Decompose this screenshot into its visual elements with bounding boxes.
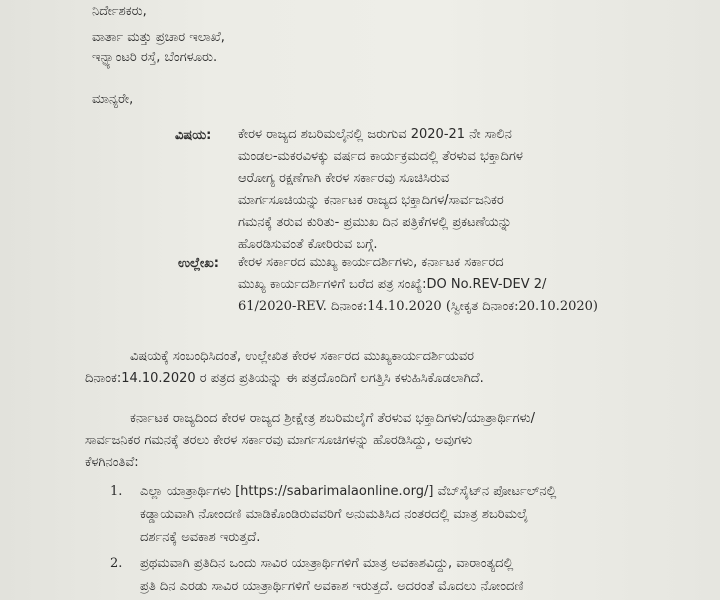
list-item-line: ಪ್ರತಿ ದಿನ ಎರಡು ಸಾವಿರ ಯಾತ್ರಾರ್ಥಿಗಳಿಗೆ ಅವಕಾಶ ಇರುತ್ತದೆ. ಅದರಂತೆ ಮೊದಲು ನೋಂದಣಿ [140, 579, 524, 594]
subject-label: ವಿಷಯ: [175, 128, 212, 143]
reference-line: 61/2020-REV. ದಿನಾಂಕ:14.10.2020 (ಸ್ವೀಕೃತ ದಿನಾಂಕ:20.10.2020) [238, 299, 598, 314]
paragraph-line: ವಿಷಯಕ್ಕೆ ಸಂಬಂಧಿಸಿದಂತೆ, ಉಲ್ಲೇಖಿತ ಕೇರಳ ಸರ್ಕಾರದ ಮುಖ್ಯಕಾರ್ಯದರ್ಶಿಯವರ [130, 349, 475, 364]
subject-line: ಕೇರಳ ರಾಜ್ಯದ ಶಬರಿಮಲೈನಲ್ಲಿ ಜರುಗುವ 2020-21 ನೇ ಸಾಲಿನ [238, 127, 512, 142]
list-item-number: 1. [110, 484, 123, 499]
reference-line: ಮುಖ್ಯ ಕಾರ್ಯದರ್ಶಿಗಳಿಗೆ ಬರೆದ ಪತ್ರ ಸಂಖ್ಯೆ:DO No.REV-DEV 2/ [238, 277, 547, 292]
list-item-line: ಕಡ್ಡಾಯವಾಗಿ ನೋಂದಣಿ ಮಾಡಿಕೊಂಡಿರುವವರಿಗೆ ಅನುಮತಿಸಿದ ನಂತರದಲ್ಲಿ ಮಾತ್ರ ಶಬರಿಮಲೈ [140, 507, 529, 522]
list-item [110, 552, 524, 598]
paragraph-line: ಕೆಳಗಿನಂತಿವೆ: [85, 455, 139, 470]
address-line-title: ನಿರ್ದೇಶಕರು, [92, 4, 147, 19]
subject-line: ಮಂಡಲ-ಮಕರವಿಳಕ್ಕು ವರ್ಷದ ಕಾರ್ಯಕ್ರಮದಲ್ಲಿ ತೆರಳುವ ಭಕ್ತಾದಿಗಳ [238, 149, 523, 164]
paragraph-line: ದಿನಾಂಕ:14.10.2020 ರ ಪತ್ರದ ಪ್ರತಿಯನ್ನು ಈ ಪತ್ರದೊಂದಿಗೆ ಲಗತ್ತಿಸಿ ಕಳುಹಿಸಿಕೊಡಲಾಗಿದೆ. [85, 371, 484, 386]
paragraph-line: ಸಾರ್ವಜನಿಕರ ಗಮನಕ್ಕೆ ತರಲು ಕೇರಳ ಸರ್ಕಾರವು ಮಾರ್ಗಸೂಚಿಗಳನ್ನು ಹೊರಡಿಸಿದ್ದು, ಅವುಗಳು [85, 433, 473, 448]
list-item-line: ಎಲ್ಲಾ ಯಾತ್ರಾರ್ಥಿಗಳು [https://sabarimalaonline.org/] ವೆಬ್‌ಸೈಟ್‌ನ ಪೋರ್ಟಲ್‌ನಲ್ಲಿ [140, 484, 557, 499]
paragraph-line: ಕರ್ನಾಟಕ ರಾಜ್ಯದಿಂದ ಕೇರಳ ರಾಜ್ಯದ ಶ್ರೀಕ್ಷೇತ್ರ ಶಬರಿಮಲೈಗೆ ತೆರಳುವ ಭಕ್ತಾದಿಗಳು/ಯಾತ್ರಾರ್ಥಿಗಳು/ [130, 411, 536, 426]
address-line-department: ವಾರ್ತಾ ಮತ್ತು ಪ್ರಚಾರ ಇಲಾಖೆ, [92, 30, 225, 45]
list-item-number: 2. [110, 556, 123, 571]
subject-text [238, 124, 603, 256]
reference-label: ಉಲ್ಲೇಖ: [178, 256, 219, 271]
reference-text [238, 252, 603, 318]
salutation: ಮಾನ್ಯರೇ, [92, 92, 134, 107]
subject-line: ಮಾರ್ಗಸೂಚಿಯನ್ನು ಕರ್ನಾಟಕ ರಾಜ್ಯದ ಭಕ್ತಾದಿಗಳ/ಸಾರ್ವಜನಿಕರ [238, 193, 504, 208]
list-item-line: ಪ್ರಥಮವಾಗಿ ಪ್ರತಿದಿನ ಒಂದು ಸಾವಿರ ಯಾತ್ರಾರ್ಥಿಗಳಿಗೆ ಮಾತ್ರ ಅವಕಾಶವಿದ್ದು, ವಾರಾಂತ್ಯದಲ್ಲಿ [140, 556, 514, 571]
paragraph-1 [85, 346, 484, 390]
address-line-street: ಇನ್ಫ್ಯಾಂಟರಿ ರಸ್ತೆ, ಬೆಂಗಳೂರು. [92, 50, 218, 65]
list-item-line: ದರ್ಶನಕ್ಕೆ ಅವಕಾಶ ಇರುತ್ತದೆ. [140, 530, 261, 545]
paragraph-2 [85, 408, 535, 474]
subject-line: ಹೊರಡಿಸುವಂತೆ ಕೋರಿರುವ ಬಗ್ಗೆ. [238, 237, 378, 252]
subject-line: ಗಮನಕ್ಕೆ ತರುವ ಕುರಿತು- ಪ್ರಮುಖ ದಿನ ಪತ್ರಿಕೆಗಳಲ್ಲಿ ಪ್ರಕಟಣೆಯನ್ನು [238, 215, 512, 230]
subject-line: ಆರೋಗ್ಯ ರಕ್ಷಣೆಗಾಗಿ ಕೇರಳ ಸರ್ಕಾರವು ಸೂಚಿಸಿರುವ [238, 171, 450, 186]
reference-line: ಕೇರಳ ಸರ್ಕಾರದ ಮುಖ್ಯ ಕಾರ್ಯದರ್ಶಿಗಳು, ಕರ್ನಾಟಕ ಸರ್ಕಾರದ [238, 255, 504, 270]
list-item [110, 480, 557, 549]
